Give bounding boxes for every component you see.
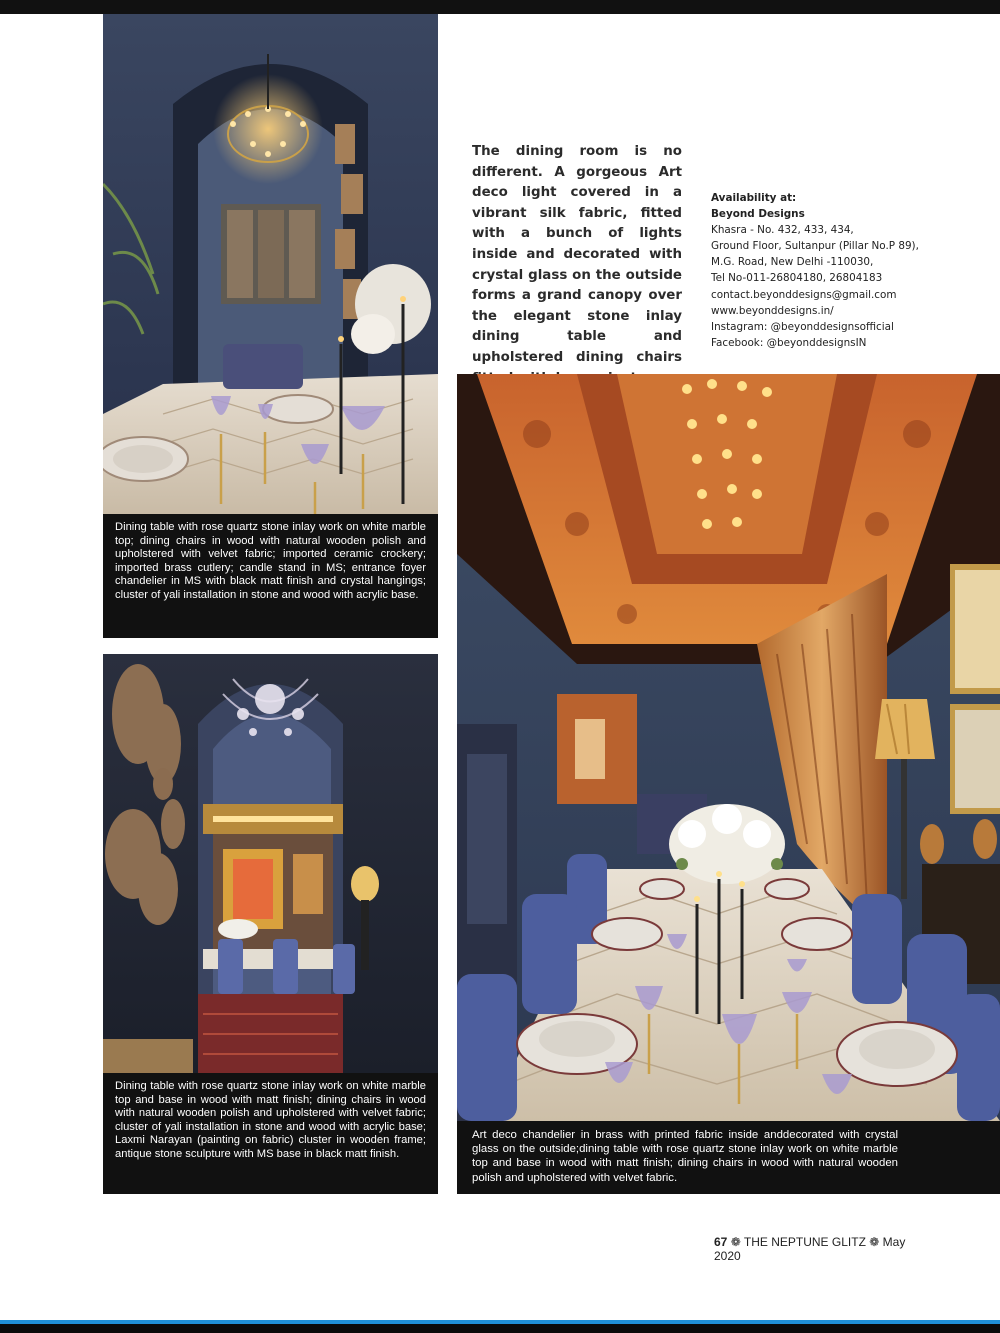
availability-brand: Beyond Designs — [711, 208, 805, 221]
caption-right-text: Art deco chandelier in brass with printed fabric inside anddecorated with crystal glass on the outside;dining table with rose quartz stone inlay work on white marble top and base in wood with matt finish; dining chairs in wood with natural wooden polish and upholstered with velvet fabric. — [472, 1129, 898, 1184]
photo-dining-foyer-chandelier — [103, 14, 438, 514]
page-number: 67 — [714, 1235, 728, 1249]
caption-top-left-text: Dining table with rose quartz stone inlay work on white marble top; dining chairs in wood with natural wooden polish and upholstered with velvet fabric; imported ceramic crockery; imported brass cutlery; candle stand in MS; entrance foyer chandelier in MS with black matt finish and crystal hangings; cluster of yali installation in stone and wood with acrylic base. — [115, 521, 426, 601]
caption-top-left — [103, 514, 438, 638]
separator-icon: ❁ — [869, 1235, 880, 1249]
photo-dining-art-deco-canopy — [457, 374, 1000, 1121]
page-footer — [714, 1235, 914, 1263]
article-body — [472, 142, 682, 389]
availability-instagram: Instagram: @beyonddesignsofficial — [711, 320, 894, 333]
photo-dining-archway — [103, 654, 438, 1073]
availability-email: contact.beyonddesigns@gmail.com — [711, 288, 897, 301]
availability-website: www.beyonddesigns.in/ — [711, 304, 834, 317]
issue-date: May 2020 — [714, 1235, 906, 1263]
availability-line: Tel No-011-26804180, 26804183 — [711, 272, 883, 285]
availability-block — [711, 190, 961, 351]
caption-bottom-left — [103, 1073, 438, 1194]
availability-facebook: Facebook: @beyonddesignsIN — [711, 336, 867, 349]
caption-bottom-left-text: Dining table with rose quartz stone inlay work on white marble top and base in wood with matt finish; dining chairs in wood with natural wooden polish and upholstered with velvet fabric; cluster of yali installation in stone and wood with acrylic base; Laxmi Narayan (painting on fabric) cluster in wooden frame; antique stone sculpture with MS base in black matt finish. — [115, 1080, 426, 1160]
caption-right — [457, 1121, 1000, 1194]
bottom-border — [0, 1320, 1000, 1333]
separator-icon: ❁ — [730, 1235, 741, 1249]
availability-line: Khasra - No. 432, 433, 434, — [711, 224, 854, 237]
availability-line: M.G. Road, New Delhi -110030, — [711, 256, 874, 269]
top-border — [0, 0, 1000, 14]
bottom-accent-line — [0, 1320, 1000, 1324]
availability-label: Availability at: — [711, 192, 797, 204]
magazine-name: THE NEPTUNE GLITZ — [743, 1235, 866, 1249]
article-body-text: The dining room is no different. A gorgeous Art deco light covered in a vibrant silk fabric, fitted with a bunch of lights inside and decorated with crystal glass on the outside forms a grand canopy over the elegant stone inlay dining table and upholstered dining chairs — [472, 144, 682, 365]
availability-line: Ground Floor, Sultanpur (Pillar No.P 89), — [711, 240, 919, 253]
